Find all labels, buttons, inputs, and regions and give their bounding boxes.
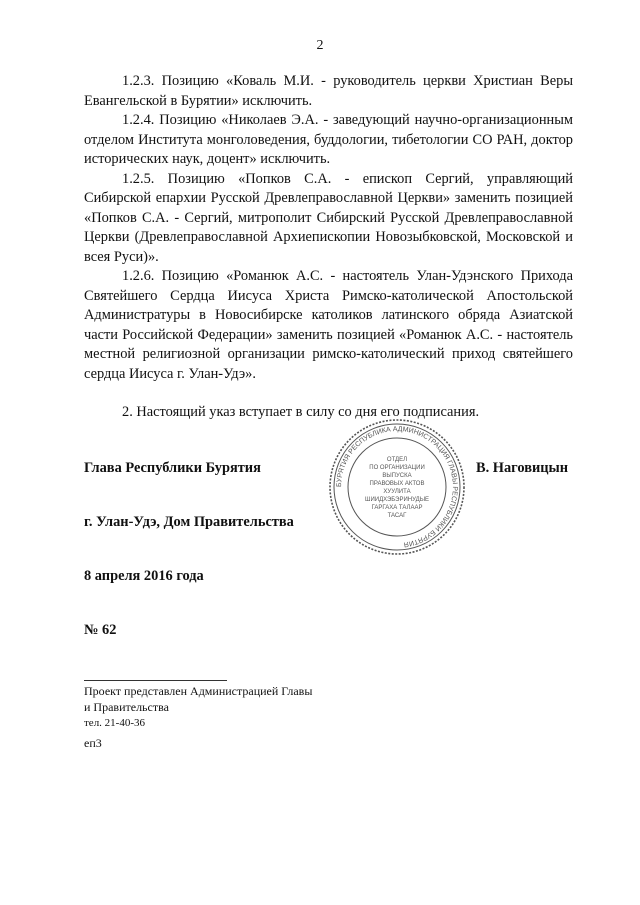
seal-center-line: ТАСАГ: [387, 513, 407, 519]
footnote-divider: [84, 680, 227, 681]
signing-date: 8 апреля 2016 года: [84, 568, 204, 584]
paragraph-1-2-4: 1.2.4. Позицию «Николаев Э.А. - заведующий научно-организационным отделом Института монголоведения, буддологии, тибетологии СО РАН, доктор исторических наук, доцент» исключить.: [84, 112, 573, 167]
paragraph-1-2-5: 1.2.5. Позицию «Попков С.А. - епископ Сергий, управляющий Сибирской епархии Русской Древлеправославной Церкви» заменить позицией «Попков С.А. - Сергий, митрополит Сибирский Русской Древлеправославной Церкви (Древлеправославной Архиепископии Новозыбковской, Московской и всея Руси)».: [84, 170, 573, 265]
seal-center-line: ХУУЛИТА: [383, 489, 411, 495]
seal-outer-text: БУРЯТИЯ РЕСПУБЛИКА АДМИНИСТРАЦИЯ ГЛАВЫ РЕСПУБЛИКИ БУРЯТИЯ: [335, 425, 459, 548]
signing-place: г. Улан-Удэ, Дом Правительства: [84, 514, 294, 530]
paragraph-1-2-6: 1.2.6. Позицию «Романюк А.С. - настоятель Улан-Удэнского Прихода Святейшего Сердца Иисуса Христа Римско-католической Апостольской Администратуры в Новосибирске католиков латинского обряда Азиатской части Российской Федерации» заменить позицией «Романюк А.С. - настоятель местной религиозной организации римско-католический приход святейшего сердца Иисуса г. Улан-Удэ».: [84, 268, 573, 382]
seal-center-line: ПРАВОВЫХ АКТОВ: [369, 481, 425, 487]
document-code: еп3: [84, 736, 102, 750]
seal-center-line: ШИИДХЭБЭРИНУДЫЕ: [364, 497, 430, 503]
seal-center-line: ВЫПУСКА: [382, 473, 412, 479]
decree-body: [84, 72, 573, 423]
signatory-title: Глава Республики Бурятия: [84, 460, 261, 476]
footnote-phone: тел. 21-40-36: [84, 717, 146, 729]
paragraph-1-2-3: 1.2.3. Позицию «Коваль М.И. - руководитель церкви Христиан Веры Евангельской в Бурятии» исключить.: [84, 73, 573, 109]
page-number: 2: [316, 38, 324, 53]
seal-center-line: ГАРГАХА ТАЛААР: [371, 505, 423, 511]
seal-center-line: ПО ОРГАНИЗАЦИИ: [369, 465, 425, 471]
seal-center-line: ОТДЕЛ: [386, 457, 408, 463]
footnote-line-1: Проект представлен Администрацией Главы: [84, 684, 313, 698]
paragraph-final: 2. Настоящий указ вступает в силу со дня его подписания.: [122, 404, 480, 420]
footnote: [84, 683, 404, 731]
official-seal-icon: [327, 417, 467, 557]
signatory-name: В. Наговицын: [476, 460, 569, 476]
footnote-line-2: и Правительства: [84, 700, 169, 714]
decree-number: № 62: [84, 622, 117, 638]
seal-center-text: [365, 457, 429, 519]
